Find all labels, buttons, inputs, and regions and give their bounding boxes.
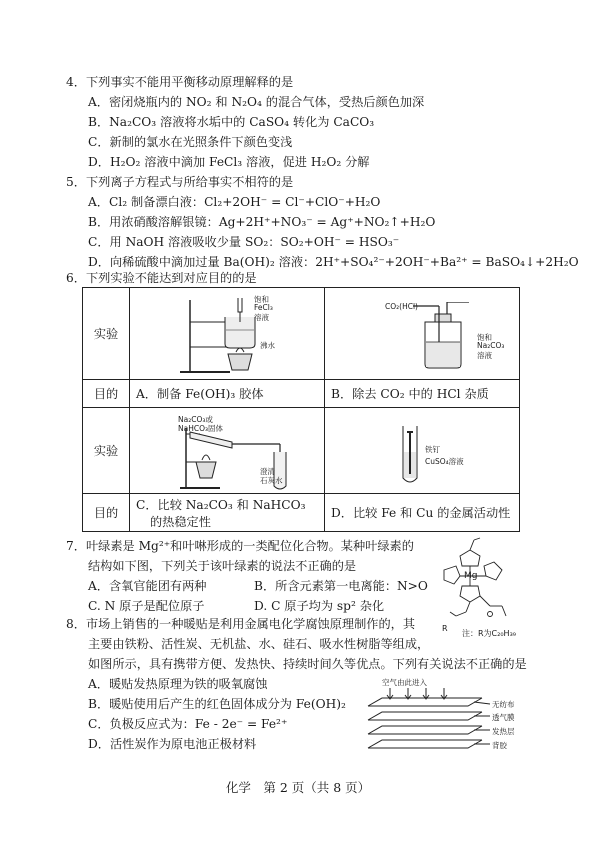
q4-option-a: A．密闭烧瓶内的 NO₂ 和 N₂O₄ 的混合气体，受热后颜色加深 xyxy=(88,95,425,109)
q6-experiment-table xyxy=(82,287,520,532)
figure-c-cell xyxy=(130,408,325,494)
test-tube-iron-nail xyxy=(395,422,425,488)
q5-option-c: C．用 NaOH 溶液吸收少量 SO₂：SO₂+OH⁻ = HSO₃⁻ xyxy=(88,235,400,249)
figure-b-cell xyxy=(325,288,520,380)
q8-line-1: 8．市场上销售的一种暖贴是利用金属电化学腐蚀原理制作的，其 xyxy=(66,617,416,631)
q4-stem: 4．下列事实不能用平衡移动原理解释的是 xyxy=(66,75,294,89)
row-label-experiment-2: 实验 xyxy=(83,408,130,494)
fig-layer-1: 无纺布 xyxy=(492,700,515,709)
fig-c-label-4: 石灰水 xyxy=(260,476,283,485)
q5-option-d: D．向稀硫酸中滴加过量 Ba(OH)₂ 溶液：2H⁺+SO₄²⁻+2OH⁻+Ba²⁺ = BaSO₄↓+2H₂O xyxy=(88,255,579,269)
q7-line-1: 7．叶绿素是 Mg²⁺和叶啉形成的一类配位化合物。某种叶绿素的 xyxy=(66,539,414,553)
q4-option-c: C．新制的氯水在光照条件下颜色变浅 xyxy=(88,135,293,149)
option-c-line-1: C．比较 Na₂CO₃ 和 NaHCO₃ xyxy=(136,497,306,512)
fig-layer-3: 发热层 xyxy=(492,727,515,736)
fig-d-label-2: CuSO₄溶液 xyxy=(425,457,464,466)
fig-c-label-1: Na₂CO₃或 xyxy=(178,415,213,424)
q7-option-a: A．含氧官能团有两种 xyxy=(88,579,207,593)
q7-option-b: B．所含元素第一电离能：N>O xyxy=(254,579,428,593)
q5-stem: 5．下列离子方程式与所给事实不相符的是 xyxy=(66,175,294,189)
row-label-goal-2: 目的 xyxy=(83,494,130,532)
fig-b-label-1: CO₂(HCl) xyxy=(385,302,418,311)
fig-note: 注：R为C₂₀H₃₉ xyxy=(462,629,516,638)
figure-a-cell xyxy=(130,288,325,380)
q8-line-3: 如图所示，具有携带方便、发热快、持续时间久等优点。下列有关说法不正确的是 xyxy=(88,657,527,671)
fig-a-label-3: 溶液 xyxy=(254,313,269,322)
fig-c-label-3: 澄清 xyxy=(260,467,275,476)
row-label-goal-1: 目的 xyxy=(83,380,130,408)
gas-washing-bottle xyxy=(413,302,473,372)
q7-option-c: C. N 原子是配位原子 xyxy=(88,599,205,613)
fig-layer-4: 背胶 xyxy=(492,741,507,750)
option-b-text: B．除去 CO₂ 中的 HCl 杂质 xyxy=(325,380,520,408)
fig-layer-2: 透气膜 xyxy=(492,713,515,722)
fig-c-label-2: NaHCO₃固体 xyxy=(178,424,223,433)
option-a-text: A．制备 Fe(OH)₃ 胶体 xyxy=(130,380,325,408)
fig-d-label-1: 铁钉 xyxy=(425,445,440,454)
fig-b-label-3: Na₂CO₃ xyxy=(477,341,505,350)
fig-b-label-4: 溶液 xyxy=(477,351,492,360)
q4-option-d: D．H₂O₂ 溶液中滴加 FeCl₃ 溶液，促进 H₂O₂ 分解 xyxy=(88,155,370,169)
fig-a-label-1: 饱和 xyxy=(254,295,269,304)
chlorophyll-structure xyxy=(420,536,538,628)
q6-stem: 6．下列实验不能达到对应目的的是 xyxy=(66,271,257,285)
q8-option-b: B．暖贴使用后产生的红色固体成分为 Fe(OH)₂ xyxy=(88,697,346,711)
option-c-line-2: 的热稳定性 xyxy=(150,514,211,529)
q8-option-a: A．暖贴发热原理为铁的吸氧腐蚀 xyxy=(88,677,268,691)
option-c-text xyxy=(130,494,325,532)
q5-option-b: B．用浓硝酸溶解银镜：Ag+2H⁺+NO₃⁻ = Ag⁺+NO₂↑+H₂O xyxy=(88,215,436,229)
q5-option-a: A．Cl₂ 制备漂白液：Cl₂+2OH⁻ = Cl⁻+ClO⁻+H₂O xyxy=(88,195,381,209)
q8-option-c: C．负极反应式为：Fe - 2e⁻ = Fe²⁺ xyxy=(88,717,288,731)
fig-a-label-4: 沸水 xyxy=(260,341,275,350)
fig-air-label: 空气由此进入 xyxy=(382,678,427,687)
q4-option-b: B．Na₂CO₃ 溶液将水垢中的 CaSO₄ 转化为 CaCO₃ xyxy=(88,115,375,129)
q7-option-d: D. C 原子均为 sp² 杂化 xyxy=(254,599,385,613)
row-label-experiment-1: 实验 xyxy=(83,288,130,380)
q8-option-d: D．活性炭作为原电池正极材料 xyxy=(88,737,257,751)
fig-r-label: R xyxy=(442,624,448,633)
q7-line-2: 结构如下图，下列关于该叶绿素的说法不正确的是 xyxy=(88,559,357,573)
option-d-text: D．比较 Fe 和 Cu 的金属活动性 xyxy=(325,494,520,532)
figure-d-cell xyxy=(325,408,520,494)
q8-line-2: 主要由铁粉、活性炭、无机盐、水、硅石、吸水性树脂等组成， xyxy=(88,637,430,651)
fig-b-label-2: 饱和 xyxy=(477,333,492,342)
fig-mg-label: Mg xyxy=(464,571,478,581)
fig-a-label-2: FeCl₃ xyxy=(254,303,273,312)
page-footer: 化学 第 2 页（共 8 页） xyxy=(225,780,371,795)
